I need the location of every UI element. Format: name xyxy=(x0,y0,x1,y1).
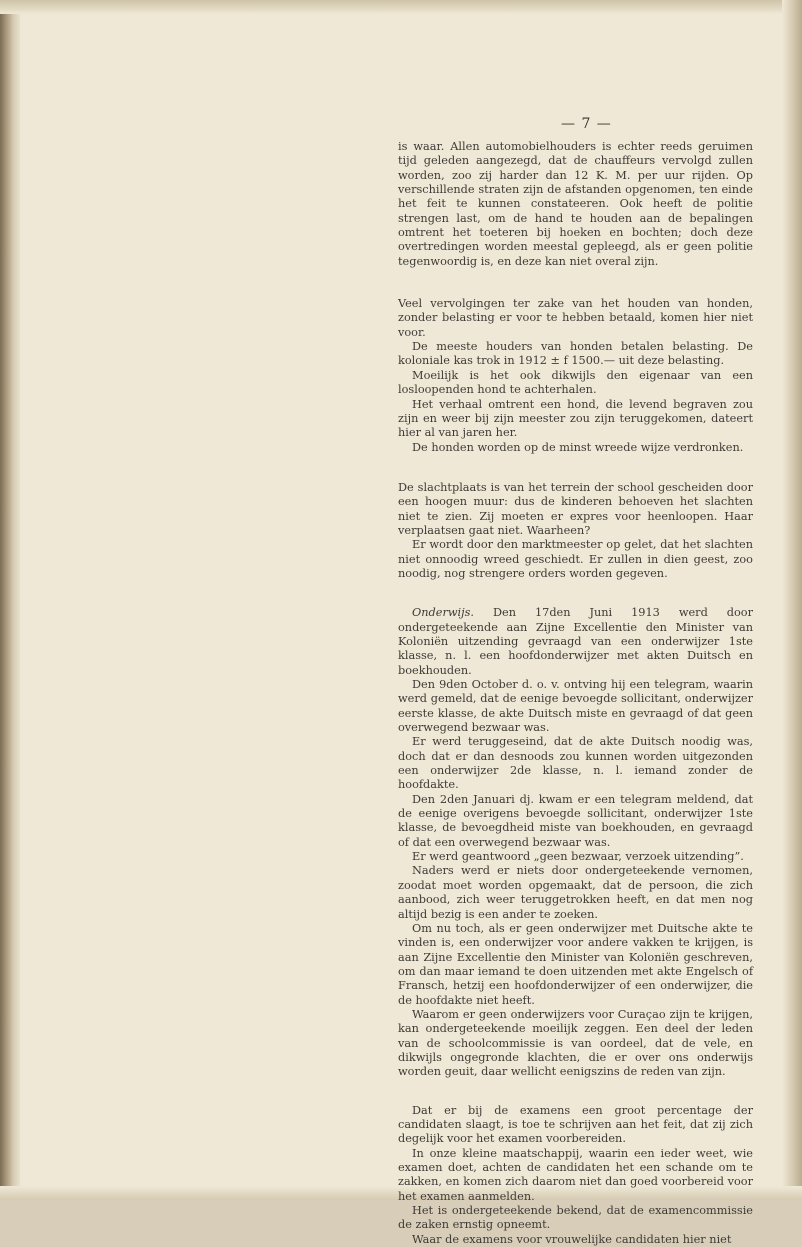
section-examinations xyxy=(398,1104,753,1247)
paragraph: is waar. Allen automobielhouders is echter reeds geruimen tijd geleden aangezegd, dat de chauffeurs vervolgd zullen worden, zoo zij harder dan 12 K. M. per uur rijden. Op verschillende straten zijn de afstanden opgenomen, ten einde het feit te kunnen constateeren. Ook heeft de politie strengen last, om de hand te houden aan de bepalingen omtrent het toeteren bij hoeken en bochten; doch deze overtredingen worden meestal gepleegd, als er geen politie tegenwoordig is, en deze kan niet overal zijn. xyxy=(398,140,753,268)
paragraph: Er wordt door den marktmeester op gelet, dat het slachten niet onnoodig wreed geschiedt. Er zullen in dien geest, zoo noodig, nog strengere orders worden gegeven. xyxy=(398,538,753,580)
paragraph: De honden worden op de minst wreede wijze verdronken. xyxy=(412,440,744,454)
section-dogs xyxy=(398,297,753,455)
paragraph: Den 2den Januari dj. kwam er een telegram meldend, dat de eenige overigens bevoegde sollicitant, onderwijzer 1ste klasse, de bevoegdheid miste van boekhouden, en gevraagd of dat een overwegend bezwaar was. xyxy=(398,792,753,849)
paragraph: Er werd geantwoord „geen bezwaar, verzoek uitzending”. xyxy=(412,850,744,864)
paragraph: Den 9den October d. o. v. ontving hij een telegram, waarin werd gemeld, dat de eenige bevoegde sollicitant, onderwijzer eerste klasse, de akte Duitsch miste en gevraagd of dat geen overwegend bezwaar was. xyxy=(398,678,753,735)
paragraph: De slachtplaats is van het terrein der school gescheiden door een hoogen muur: dus de kinderen behoeven het slachten niet te zien. Zij moeten er expres voor heenloopen. Haar verplaatsen gaat niet. Waarheen? xyxy=(398,480,753,537)
paragraph-text: Den 17den Juni 1913 werd door ondergeteekende aan Zijne Excellentie den Minister van Koloniën uitzending gevraagd van een onderwijzer 1ste klasse, n. l. een hoofdonderwijzer met akten Duitsch en boekhouden. xyxy=(398,606,753,677)
text-column xyxy=(398,140,753,1247)
paragraph: Om nu toch, als er geen onderwijzer met Duitsche akte te vinden is, een onderwijzer voor andere vakken te krijgen, is aan Zijne Excellentie den Minister van Koloniën geschreven, om dan maar iemand te doen uitzenden met akte Engelsch of Fransch, hetzij een hoofdonderwijzer of een onderwijzer, die de hoofdakte niet heeft. xyxy=(398,921,753,1007)
section-divider xyxy=(398,455,753,481)
page-right-edge xyxy=(782,0,802,1200)
section-lead-heading: Onderwijs. xyxy=(412,606,475,620)
paragraph: Veel vervolgingen ter zake van het houden van honden, zonder belasting er voor te hebben betaald, komen hier niet voor. xyxy=(398,297,753,339)
page-number: — 7 — xyxy=(561,116,612,132)
paragraph: De meeste houders van honden betalen belasting. De koloniale kas trok in 1912 ± f 1500.— uit deze belasting. xyxy=(398,340,753,368)
section-divider xyxy=(398,1080,753,1104)
section-divider xyxy=(398,581,753,606)
paragraph: Moeilijk is het ook dikwijls den eigenaar van een losloopenden hond te achterhalen. xyxy=(398,368,753,397)
page-top-edge xyxy=(0,0,802,14)
section-divider xyxy=(398,269,753,297)
paragraph: In onze kleine maatschappij, waarin een ieder weet, wie examen doet, achten de candidaten het een schande om te zakken, en komen zich daarom niet dan goed voorbereid voor het examen aanmelden. xyxy=(398,1146,753,1203)
paragraph: Waar de examens voor vrouwelijke candidaten hier niet xyxy=(412,1232,732,1246)
section-slaughterhouse xyxy=(398,481,753,581)
paragraph: Dat er bij de examens een groot percentage der candidaten slaagt, is toe te schrijven aan het feit, dat zij zich degelijk voor het examen voorbereiden. xyxy=(398,1103,753,1146)
paragraph: Het verhaal omtrent een hond, die levend begraven zou zijn en weer bij zijn meester zou zijn teruggekomen, dateert hier al van jaren her. xyxy=(398,397,753,440)
paragraph: Het is ondergeteekende bekend, dat de examencommissie de zaken ernstig opneemt. xyxy=(398,1204,753,1232)
page-binding-edge xyxy=(0,0,20,1200)
paragraph: Waarom er geen onderwijzers voor Curaçao zijn te krijgen, kan ondergeteekende moeilijk zeggen. Een deel der leden van de schoolcommissie is van oordeel, dat de vele, en dikwijls ongegronde klachten, die er over ons onderwijs worden geuit, daar wellicht eenigszins de reden van zijn. xyxy=(398,1007,753,1079)
section-education xyxy=(398,606,753,1079)
paragraph: Er werd teruggeseind, dat de akte Duitsch noodig was, doch dat er dan desnoods zou kunnen worden uitgezonden een onderwijzer 2de klasse, n. l. iemand zonder de hoofdakte. xyxy=(398,735,753,792)
paragraph: Naders werd er niets door ondergeteekende vernomen, zoodat moet worden opgemaakt, dat de persoon, die zich aanbood, zich weer teruggetrokken heeft, en dat men nog altijd bezig is een ander te zoeken. xyxy=(398,864,753,921)
paragraph xyxy=(398,606,753,678)
section-traffic xyxy=(398,140,753,269)
